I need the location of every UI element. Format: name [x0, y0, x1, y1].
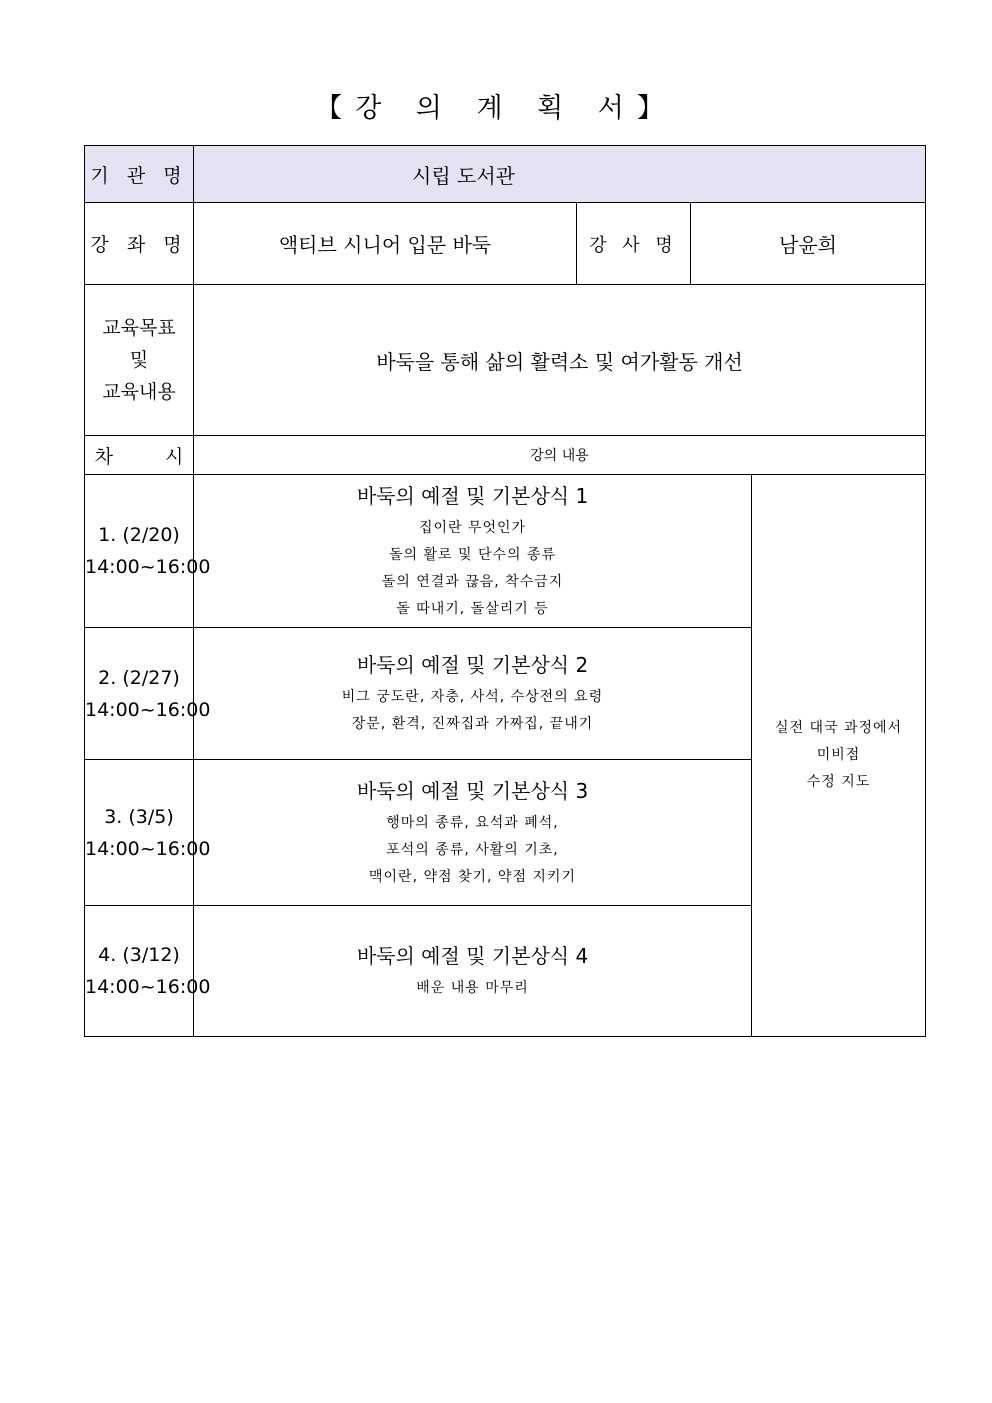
document-title: 【강 의 계 획 서】	[315, 93, 677, 124]
session-number-cell	[85, 760, 211, 906]
session-number-cell	[85, 475, 211, 628]
session-line: 포석의 종류, 사활의 기초,	[386, 841, 559, 858]
session-header-label	[85, 436, 194, 475]
session-time: 14:00~16:00	[85, 698, 211, 721]
session-line: 맥이란, 약점 찾기, 약점 지키기	[369, 868, 576, 885]
course-value: 액티브 시니어 입문 바둑	[194, 203, 577, 285]
session-time: 14:00~16:00	[85, 837, 211, 860]
session-title: 바둑의 예절 및 기본상식 4	[356, 944, 589, 968]
session-header-char: 시	[165, 445, 184, 468]
content-header-label: 강의 내용	[194, 436, 926, 475]
session-number: 4. (3/12)	[98, 944, 180, 966]
session-line: 돌 따내기, 돌살리기 등	[396, 600, 549, 617]
side-note-line: 수정 지도	[806, 774, 871, 790]
session-title: 바둑의 예절 및 기본상식 3	[356, 778, 589, 803]
side-note-line: 미비점	[816, 747, 861, 763]
objective-label-line: 교육내용	[102, 381, 176, 403]
course-label: 강 좌 명	[85, 203, 194, 285]
session-number: 1. (2/20)	[98, 524, 180, 546]
session-line: 돌의 활로 및 단수의 종류	[388, 546, 557, 563]
session-time: 14:00~16:00	[85, 556, 211, 578]
schedule-header-row	[85, 436, 926, 475]
session-line: 장문, 환격, 진짜집과 가짜집, 끝내기	[351, 716, 594, 732]
session-number-cell	[85, 628, 211, 760]
course-row	[85, 203, 926, 285]
objective-label	[85, 285, 194, 436]
side-note-cell	[752, 475, 926, 1037]
session-content-cell	[194, 475, 752, 628]
lecture-plan-table	[84, 145, 926, 1037]
institution-row	[85, 146, 926, 203]
objective-label-line: 및	[129, 349, 149, 371]
session-number: 3. (3/5)	[104, 805, 174, 828]
session-content-cell	[194, 760, 752, 906]
instructor-label: 강 사 명	[577, 203, 691, 285]
institution-label: 기 관 명	[85, 146, 194, 203]
session-number-cell	[85, 906, 211, 1037]
objective-value: 바둑을 통해 삶의 활력소 및 여가활동 개선	[194, 285, 926, 436]
session-line: 집이란 무엇인가	[418, 519, 527, 536]
institution-value: 시립 도서관	[194, 146, 926, 203]
session-content-cell	[194, 628, 752, 760]
session-time: 14:00~16:00	[85, 976, 211, 998]
session-line: 행마의 종류, 요석과 폐석,	[386, 814, 559, 831]
session-content-cell	[194, 906, 752, 1037]
side-note-line: 실전 대국 과정에서	[774, 720, 903, 736]
session-line: 돌의 연결과 끊음, 착수금지	[381, 573, 564, 590]
objective-label-line: 교육목표	[102, 317, 176, 339]
session-line: 비그 궁도란, 자충, 사석, 수상전의 요령	[341, 689, 604, 705]
objective-row	[85, 285, 926, 436]
session-title: 바둑의 예절 및 기본상식 2	[356, 653, 589, 677]
instructor-value: 남윤희	[691, 203, 926, 285]
session-header-char: 차	[94, 445, 113, 468]
session-number: 2. (2/27)	[98, 666, 180, 689]
session-line: 배운 내용 마무리	[416, 980, 529, 996]
session-row	[85, 475, 926, 628]
session-title: 바둑의 예절 및 기본상식 1	[356, 483, 589, 508]
